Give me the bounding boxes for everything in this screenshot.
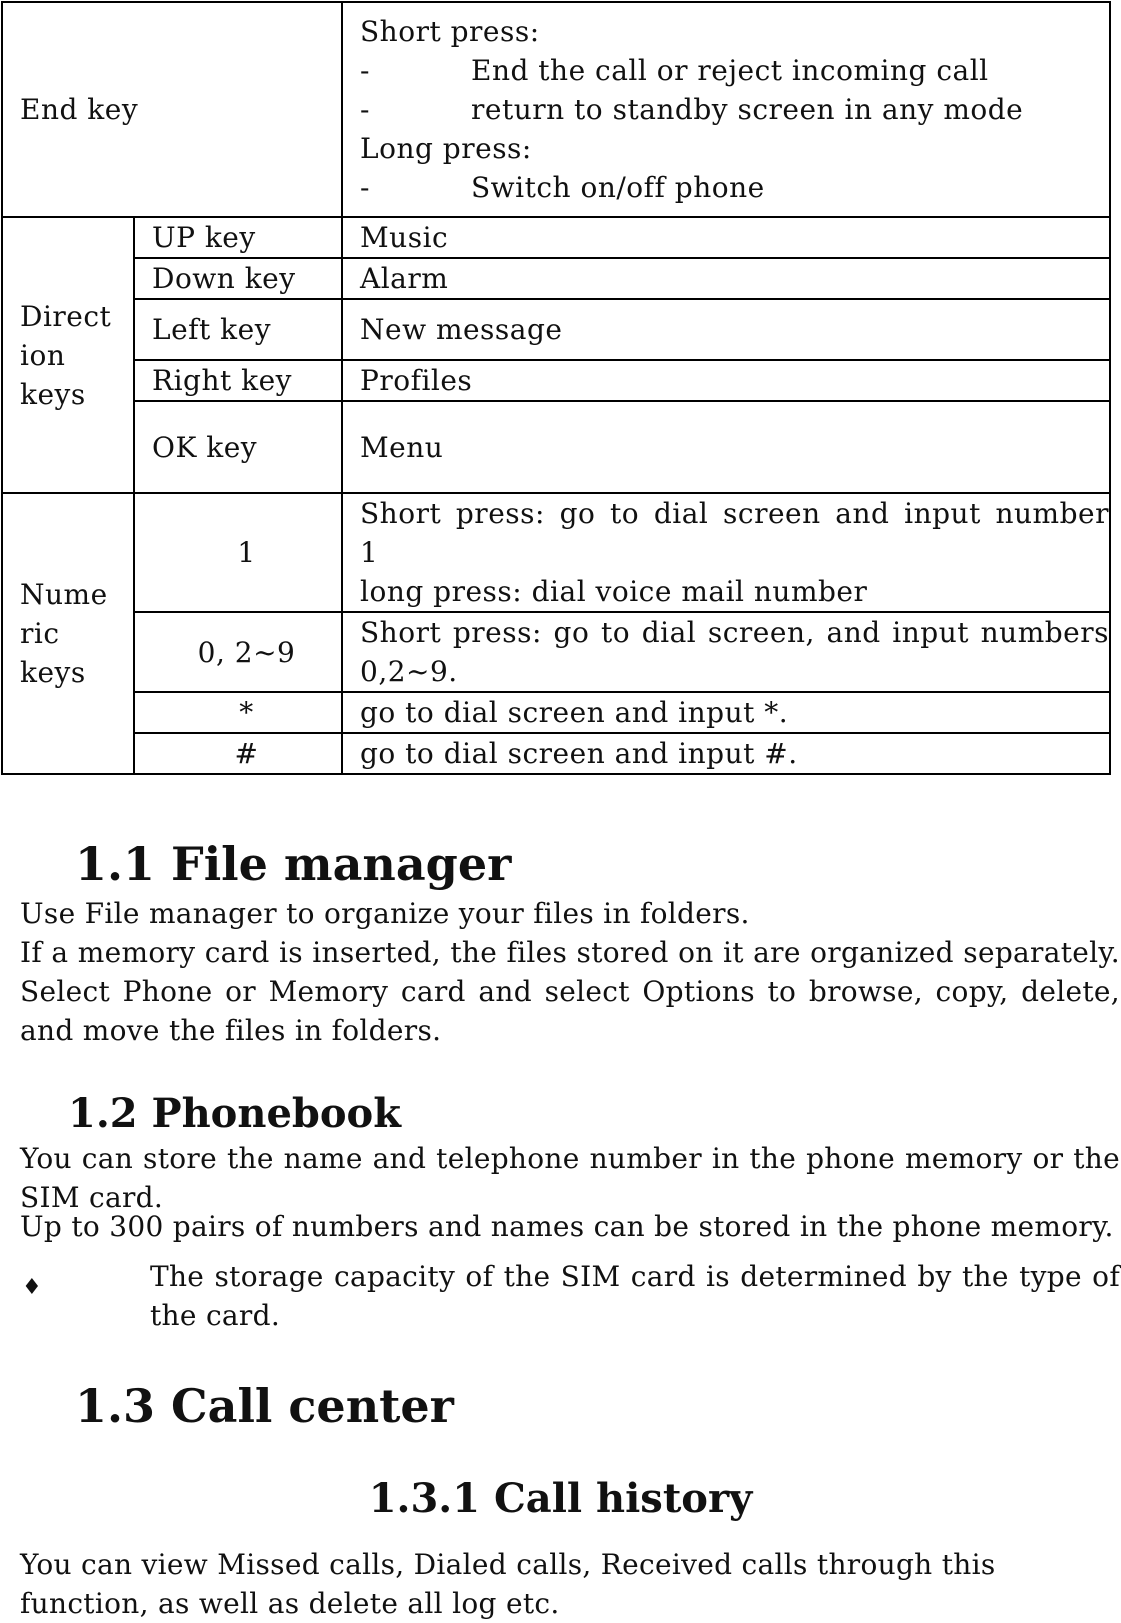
direction-key-row bbox=[2, 401, 1110, 493]
key-function: Short press: go to dial screen, and input numbers 0,2~9. bbox=[342, 612, 1110, 692]
key-name: OK key bbox=[134, 401, 342, 493]
key-name: 0, 2~9 bbox=[134, 612, 342, 692]
numeric-key-row bbox=[2, 612, 1110, 692]
key-name: # bbox=[134, 733, 342, 774]
key-name: UP key bbox=[134, 217, 342, 258]
key-function: Short press: go to dial screen and input number 1 long press: dial voice mail number bbox=[342, 493, 1110, 612]
numeric-key-row bbox=[2, 733, 1110, 774]
numeric-key-row bbox=[2, 493, 1110, 612]
end-key-item: - Switch on/off phone bbox=[360, 171, 765, 204]
direction-keys-label: Direct ion keys bbox=[2, 217, 134, 493]
end-key-item: - End the call or reject incoming call bbox=[360, 54, 989, 87]
file-manager-paragraph: Use File manager to organize your files in folders. bbox=[20, 897, 750, 930]
end-key-row bbox=[2, 2, 1110, 217]
key-function: Music bbox=[342, 217, 1110, 258]
key-function: Menu bbox=[342, 401, 1110, 493]
direction-key-row bbox=[2, 217, 1110, 258]
direction-key-row bbox=[2, 258, 1110, 299]
call-history-heading: 1.3.1 Call history bbox=[368, 1475, 753, 1522]
phonebook-heading: 1.2 Phonebook bbox=[68, 1090, 401, 1137]
phonebook-bullet-text: The storage capacity of the SIM card is determined by the type of the card. bbox=[150, 1260, 1120, 1332]
end-key-label: End key bbox=[2, 2, 342, 217]
call-center-heading: 1.3 Call center bbox=[75, 1379, 454, 1433]
call-history-paragraph: You can view Missed calls, Dialed calls, Received calls through this bbox=[20, 1548, 996, 1581]
short-press-label: Short press: bbox=[360, 15, 540, 48]
key-name: 1 bbox=[134, 493, 342, 612]
numeric-keys-label: Nume ric keys bbox=[2, 493, 134, 774]
diamond-bullet-icon: ♦ bbox=[22, 1275, 42, 1300]
key-function: go to dial screen and input *. bbox=[342, 692, 1110, 733]
long-press-label: Long press: bbox=[360, 132, 532, 165]
key-name: Left key bbox=[134, 299, 342, 360]
key-name: * bbox=[134, 692, 342, 733]
key-name: Down key bbox=[134, 258, 342, 299]
key-function: New message bbox=[342, 299, 1110, 360]
key-function: go to dial screen and input #. bbox=[342, 733, 1110, 774]
keys-table bbox=[1, 1, 1111, 775]
call-history-paragraph: function, as well as delete all log etc. bbox=[20, 1587, 560, 1620]
numeric-key-row bbox=[2, 692, 1110, 733]
end-key-item: - return to standby screen in any mode bbox=[360, 93, 1024, 126]
file-manager-heading: 1.1 File manager bbox=[75, 837, 512, 891]
file-manager-paragraph: If a memory card is inserted, the files stored on it are organized separately. Select Phone or Memory card and select Options to browse, copy, delete, and move the files in folders. bbox=[20, 936, 1120, 1047]
key-function: Profiles bbox=[342, 360, 1110, 401]
end-key-description bbox=[342, 2, 1110, 217]
phonebook-paragraph: You can store the name and telephone number in the phone memory or the SIM card. bbox=[20, 1142, 1120, 1214]
key-function: Alarm bbox=[342, 258, 1110, 299]
direction-key-row bbox=[2, 299, 1110, 360]
key-name: Right key bbox=[134, 360, 342, 401]
phonebook-paragraph: Up to 300 pairs of numbers and names can be stored in the phone memory. bbox=[20, 1210, 1114, 1243]
direction-key-row bbox=[2, 360, 1110, 401]
